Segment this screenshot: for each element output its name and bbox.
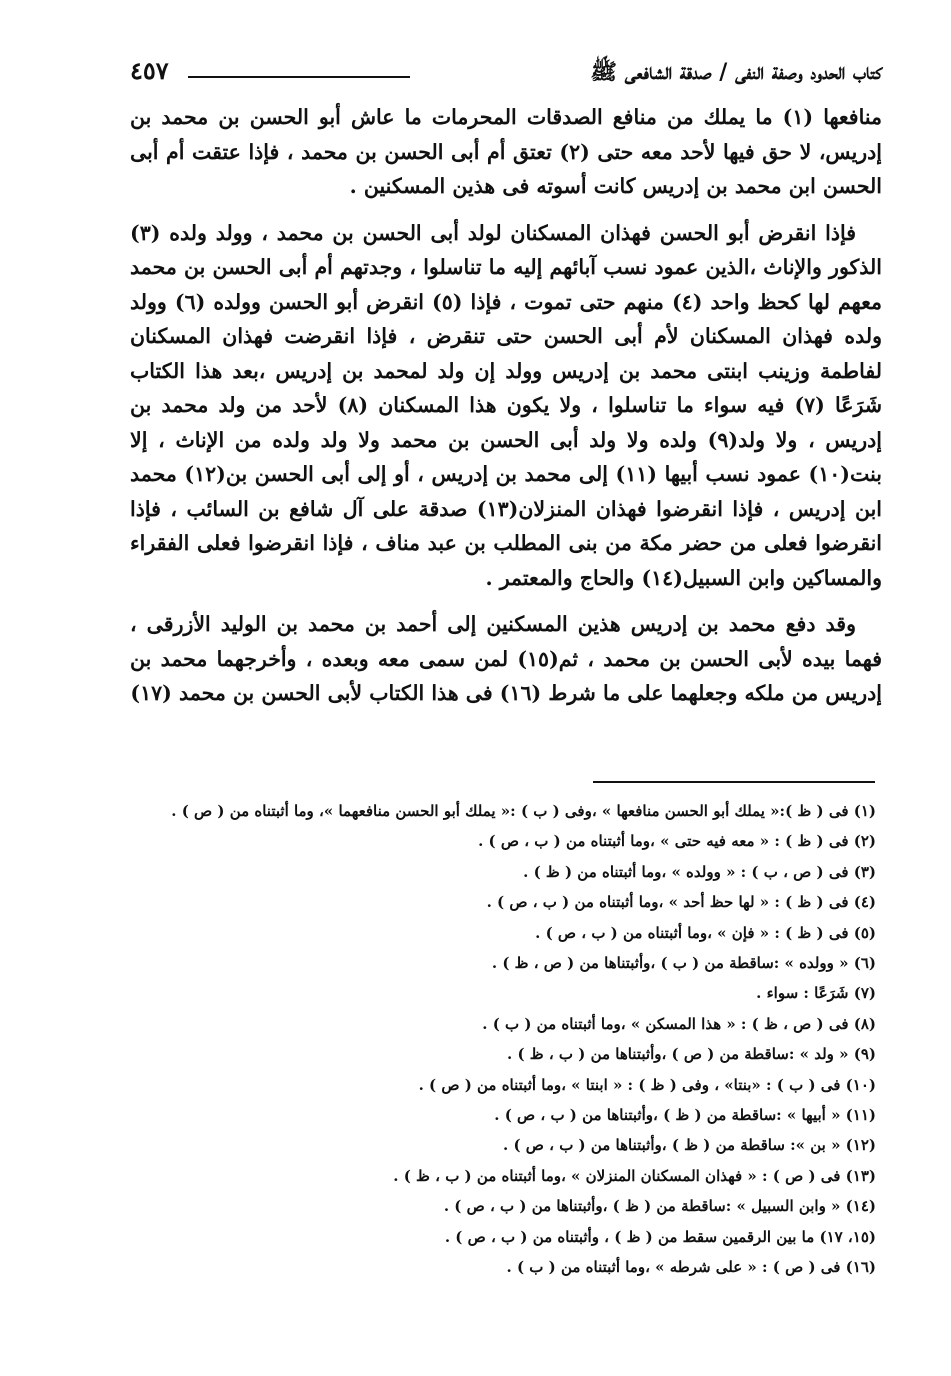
footnote: (١٤) « وابن السبيل » :ساقطة من ( ظ ) ،وأثبتناها من ( ب ، ص ) . (443, 1197, 876, 1216)
page-header (130, 52, 882, 92)
footnote: (٤) فى ( ظ ) : « لها حظ أحد » ،وما أثبتناه من ( ب ، ص ) . (486, 893, 876, 912)
footnote: (١١) « أبيها » :ساقطة من ( ظ ) ،وأثبتناها من ( ب ، ص ) . (494, 1106, 876, 1125)
paragraph: فإذا انقرض أبو الحسن فهذان المسكنان لولد أبى الحسن بن محمد ، وولد ولده (٣) الذكور والإناث ،الذين عمود نسب آبائهم إليه ما تناسلوا ، وجدتهم أم أبى الحسن بن محمد معهم لها كحظ واحد (٤) منهم حتى تموت ، فإذا (٥) انقرض أبو الحسن وولده (٦) وولد ولده فهذان المسكنان لأم أبى الحسن حتى تنقرض ، فإذا انقرضت فهذان المسكنان لفاطمة وزينب ابنتى محمد بن إدريس وولد إن ولد لمحمد بن إدريس ،بعد هذا الكتاب شَرَعًا (٧) فيه سواء ما تناسلوا ، ولا يكون هذا المسكنان (٨) لأحد من ولد محمد بن إدريس ، ولا ولد(٩) ولده ولا ولد أبى الحسن بن محمد ولا ولد ولده من الإناث ، إلا بنت(١٠) عمود نسب أبيها (١١) إلى محمد بن إدريس ، أو إلى أبى الحسن بن(١٢) محمد ابن إدريس ، فإذا انقرضوا فهذان المنزلان(١٣) صدقة على آل شافع بن السائب ، فإذا انقرضوا فعلى من حضر مكة من بنى المطلب بن عبد مناف ، فإذا انقرضوا فعلى الفقراء والمساكين وابن السبيل(١٤) والحاج والمعتمر . (130, 220, 883, 590)
main-text (130, 100, 882, 723)
footnote: (١٥، ١٧) ما بين الرقمين سقط من ( ظ ) ، وأثبتناه من ( ب ، ص ) . (444, 1227, 876, 1246)
footnote: (٨) فى ( ص ، ظ ) : « هذا المسكن » ،وما أثبتناه من ( ب ) . (482, 1014, 876, 1033)
footnote: (٣) فى ( ص ، ب ) : « وولده » ،وما أثبتناه من ( ظ ) . (523, 862, 876, 881)
paragraph: منافعها (١) ما يملك من منافع الصدقات المحرمات ما عاش أبو الحسن بن محمد بن إدريس، لا حق فيها لأحد معه حتى (٢) تعتق أم أبى الحسن بن محمد ، فإذا عتقت أم أبى الحسن ابن محمد بن إدريس كانت أسوته فى هذين المسكنين . (130, 105, 882, 198)
page-number: ٤٥٧ (130, 56, 169, 85)
footnote: (١) فى ( ظ ):« يملك أبو الحسن منافعها » ،وفى ( ب ) :« يملك أبو الحسن منافعهما »، وما أثبتناه من ( ص ) . (171, 802, 876, 820)
footnote-separator (593, 781, 875, 783)
footnote: (٩) « ولد » :ساقطة من ( ص ) ،وأثبتناها من ( ب ، ظ ) . (507, 1045, 876, 1064)
footnotes (130, 796, 876, 1283)
footnote: (١٠) فى ( ب ) : «بنتا» ، وفى ( ظ ) : « ابنتا » ،وما أثبتناه من ( ص ) . (418, 1075, 876, 1094)
header-rule (188, 76, 410, 78)
footnote: (١٣) فى ( ص ) : « فهذان المسكنان المنزلان » ،وما أثبتناه من ( ب ، ظ ) . (393, 1166, 876, 1185)
footnote: (٧) شَرَعًا : سواء . (756, 984, 876, 1003)
footnote: (٢) فى ( ظ ) : « معه فيه حتى » ،وما أثبتناه من ( ب ، ص ) . (478, 832, 876, 851)
footnote: (٦) « وولده » :ساقطة من ( ب ) ،وأثبتناها من ( ص ، ظ ) . (491, 954, 876, 973)
footnote: (٥) فى ( ظ ) : « فإن » ،وما أثبتناه من ( ب ، ص ) . (535, 923, 876, 942)
paragraph: وقد دفع محمد بن إدريس هذين المسكنين إلى أحمد بن محمد بن الوليد الأزرقى ، فهما بيده لأبى الحسن بن محمد ، ثم(١٥) لمن سمى معه وبعده ، وأخرجهما محمد بن إدريس من ملكه وجعلهما على ما شرط (١٦) فى هذا الكتاب لأبى الحسن بن محمد (١٧) (130, 612, 882, 705)
footnote: (١٦) فى ( ص ) : « على شرطه » ،وما أثبتناه من ( ب ) . (506, 1258, 876, 1277)
running-title: كتاب الحدود وصفة النفى / صدقة الشافعى ﷺ (590, 59, 882, 85)
footnote: (١٢) « بن »: ساقطة من ( ظ ) ،وأثبتناها من ( ب ، ص ) . (503, 1136, 876, 1155)
